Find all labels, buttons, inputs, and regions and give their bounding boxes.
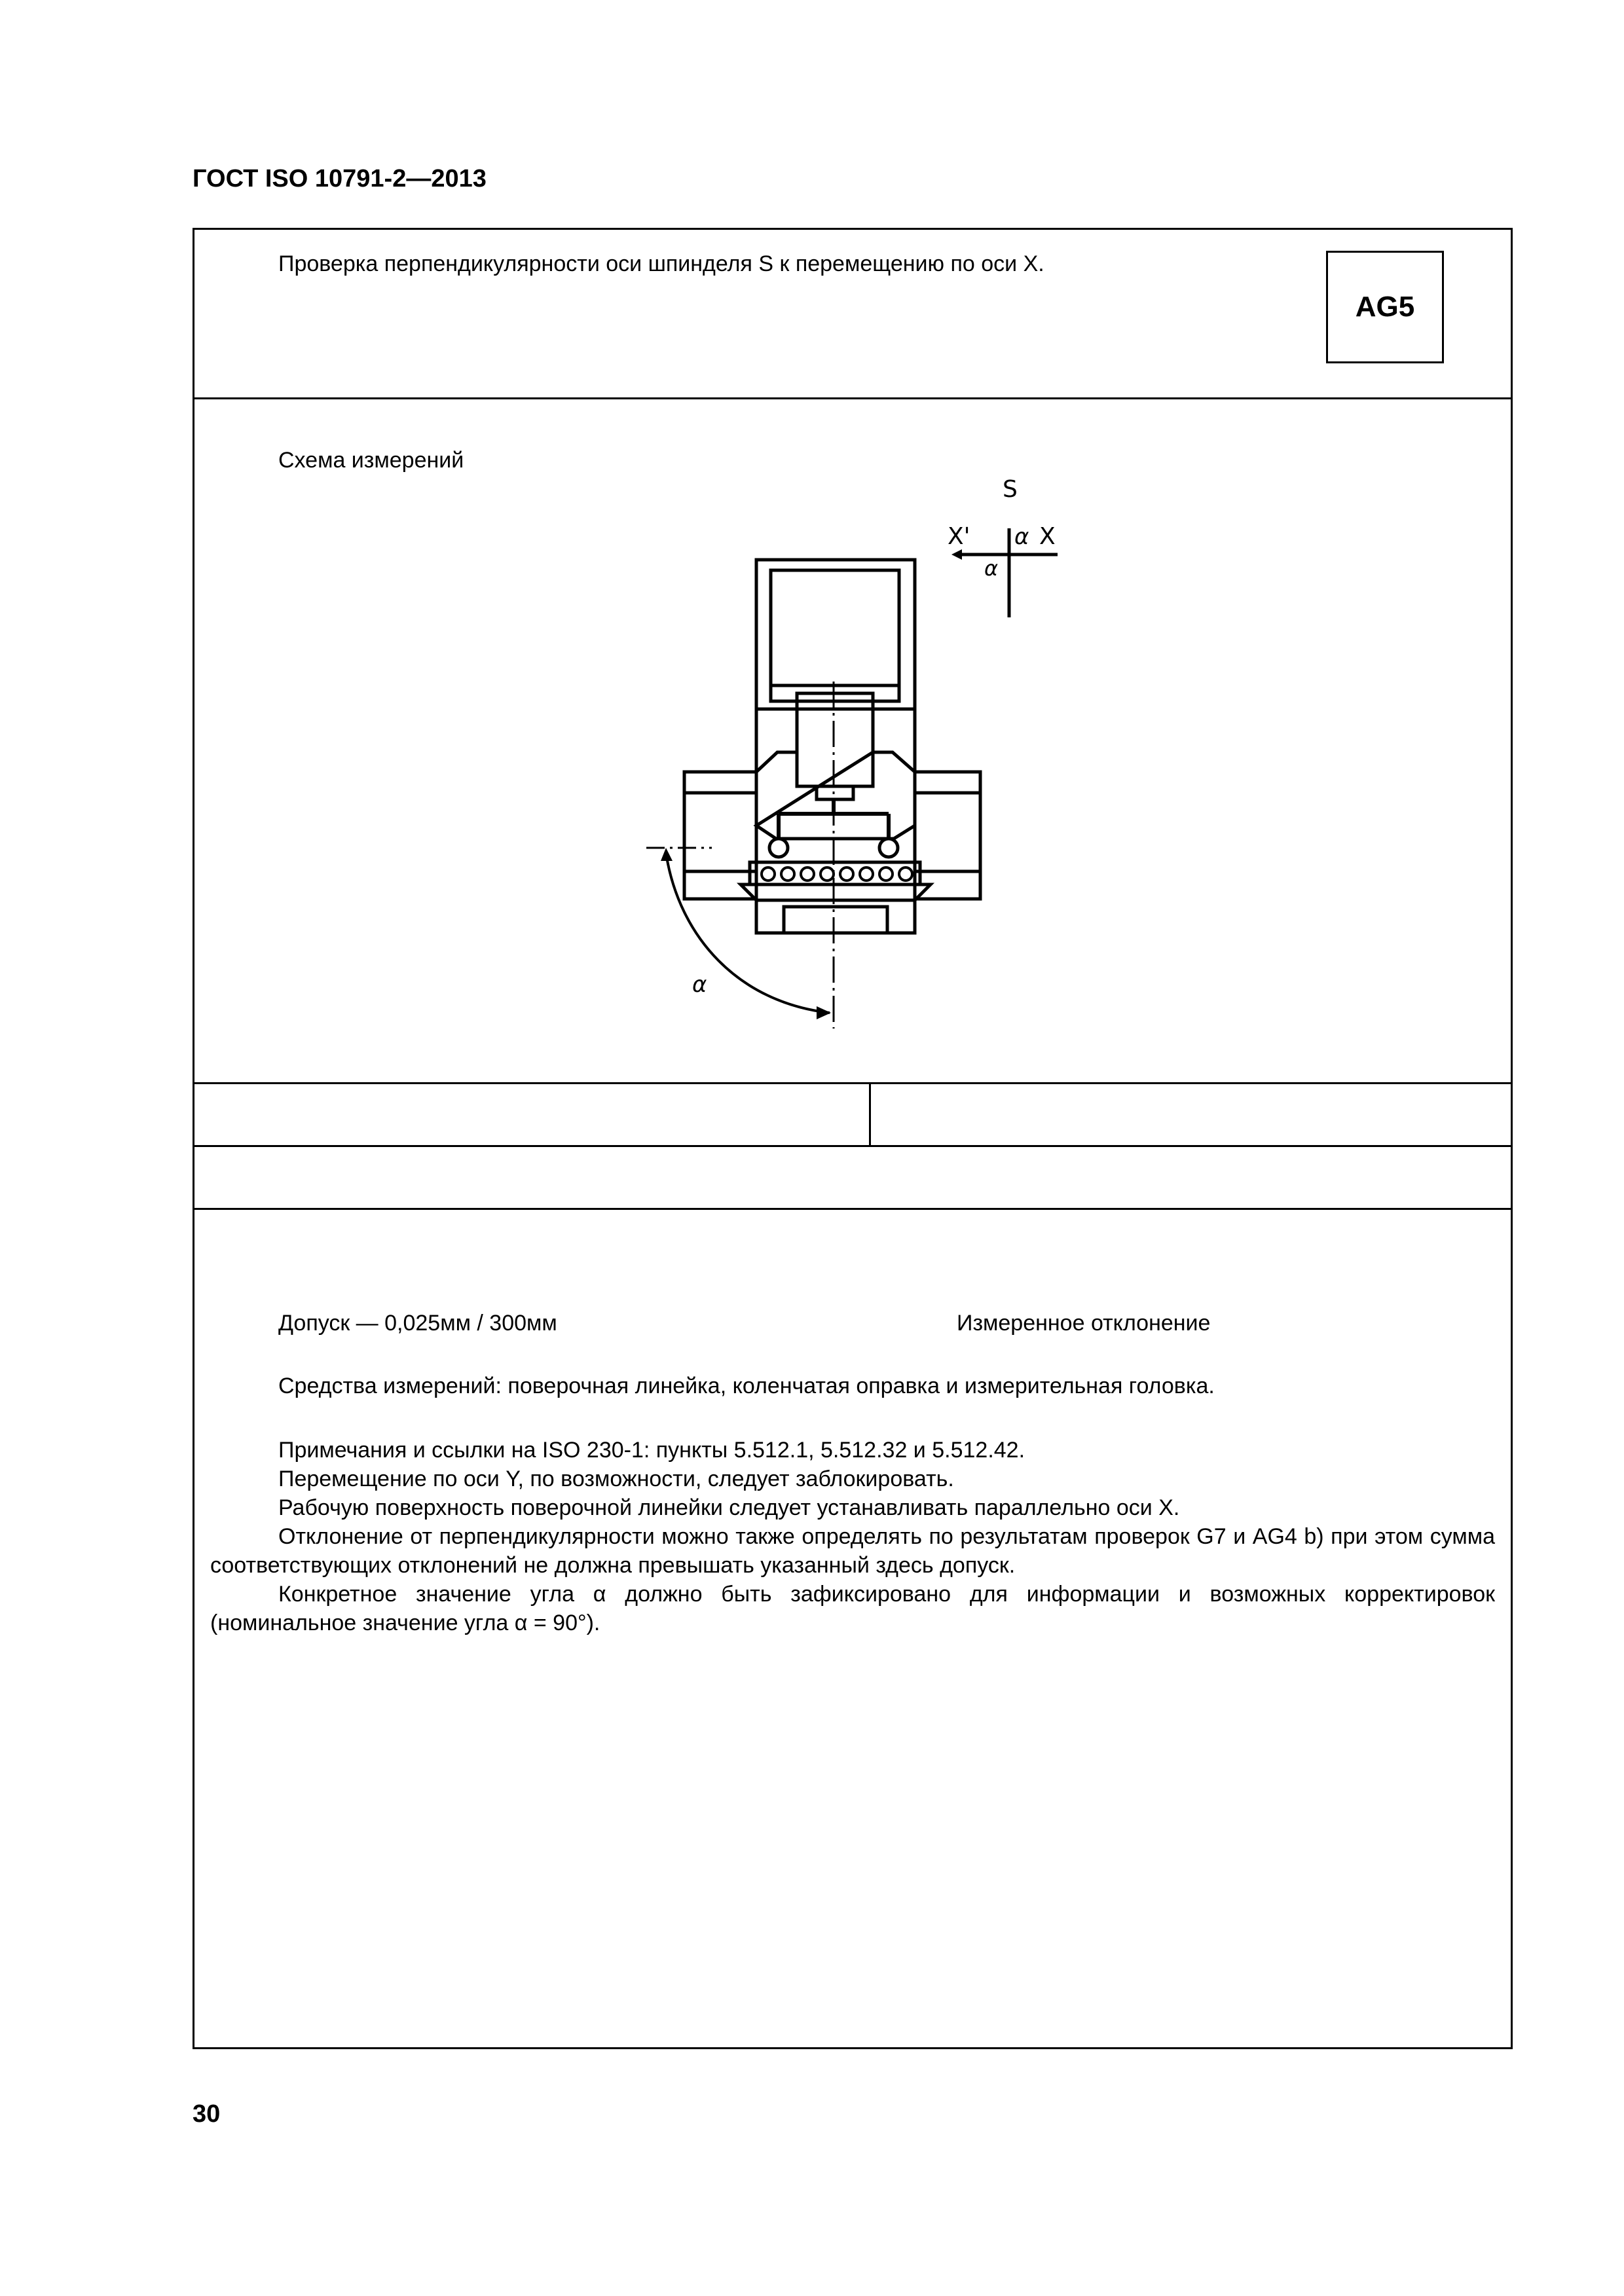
x-neg-arrow [951,549,962,560]
document-header: ГОСТ ISO 10791-2—2013 [193,165,487,192]
note-paragraph: Примечания и ссылки на ISO 230-1: пункты 5.512.1, 5.512.32 и 5.512.42. [278,1438,1025,1463]
check-description: Проверка перпендикулярности оси шпинделя S к перемещению по оси X. [278,251,1044,276]
spindle-head-inner [771,570,899,685]
note-paragraph: Отклонение от перпендикулярности можно также определять по результатам проверок G7 и AG4 b) при этом сумма соответствующих отклонений не должна превышать указанный здесь допуск. [210,1524,1495,1578]
alpha-top-label: α [1014,524,1029,550]
check-code: AG5 [1355,291,1415,323]
straightedge-hole [840,867,853,881]
straightedge-hole [899,867,912,881]
straightedge-hole [781,867,794,881]
alpha-arc-label: α [692,972,707,998]
table-base [784,907,887,933]
tolerance-split [869,1082,871,1145]
head-step [771,685,899,701]
straightedge-hole [879,867,893,881]
note-paragraph: Перемещение по оси Y, по возможности, следует заблокировать. [278,1467,954,1491]
alpha-arc-arrow-bottom [817,1006,831,1019]
alpha-arc-arrow-top [661,848,673,861]
alpha-bottom-label: α [984,556,999,581]
notes-block [210,1436,1495,1637]
dial-gauge-left [769,839,788,857]
straightedge-hole [762,867,775,881]
spindle-nose [817,786,853,799]
test-sheet-frame [193,228,1513,2049]
straightedge-hole [860,867,873,881]
straightedge-hole [801,867,814,881]
measurement-diagram [194,230,1511,1146]
measuring-tools-text: Средства измерений: поверочная линейка, коленчатая оправка и измерительная головка. [278,1374,1215,1398]
right-rail [915,772,980,899]
x-pos-label: X [1039,523,1056,550]
table-plate [741,884,931,900]
note-paragraph: Конкретное значение угла α должно быть зафиксировано для информации и возможных корректировок (номинальное значение угла α = 90°). [210,1582,1495,1635]
divider-4 [194,1208,1511,1210]
spindle-body [797,701,873,786]
divider-3 [194,1145,1511,1147]
page-number: 30 [193,2100,221,2128]
divider-2 [194,1082,1511,1084]
measured-deviation-label: Измеренное отклонение [957,1311,1211,1336]
straightedge-hole [821,867,834,881]
x-neg-label: X' [948,523,970,550]
s-axis-label: S [1003,476,1018,503]
tolerance-label: Допуск — 0,025мм / 300мм [278,1311,557,1336]
note-paragraph: Рабочую поверхность поверочной линейки следует устанавливать параллельно оси X. [278,1495,1180,1520]
scheme-label: Схема измерений [278,448,464,473]
dial-gauge-right [879,839,898,857]
left-rail [684,772,756,899]
